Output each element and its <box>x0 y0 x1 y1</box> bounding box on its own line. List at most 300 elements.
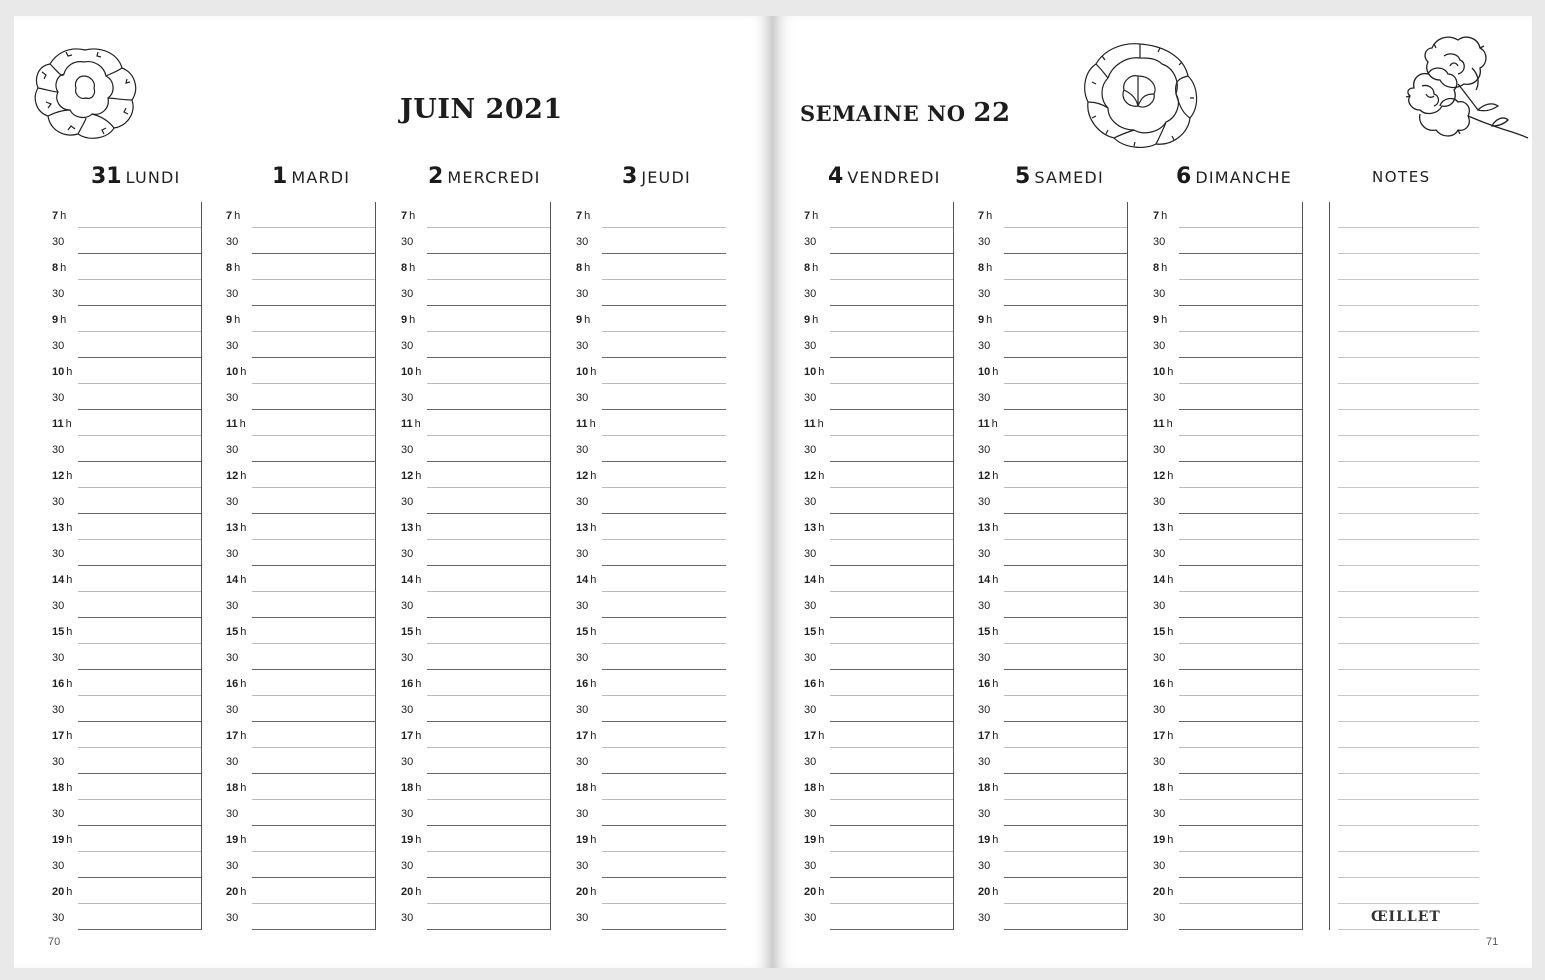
time-slot[interactable] <box>780 228 953 254</box>
time-slot[interactable] <box>202 410 375 436</box>
half-hour-label: 30 <box>52 444 65 456</box>
time-slot[interactable] <box>202 566 375 592</box>
half-hour-label: 30 <box>52 236 65 248</box>
time-slot[interactable] <box>552 566 726 592</box>
notes-line[interactable] <box>1338 748 1479 774</box>
half-hour-label: 30 <box>52 600 65 612</box>
time-slot[interactable] <box>552 202 726 228</box>
time-slot[interactable] <box>202 852 375 878</box>
time-slot[interactable] <box>552 800 726 826</box>
time-slot[interactable] <box>377 566 550 592</box>
notes-column[interactable] <box>1329 202 1479 930</box>
notes-line[interactable] <box>1338 644 1479 670</box>
notes-line[interactable] <box>1338 852 1479 878</box>
hour-number: 20 <box>52 886 65 898</box>
time-slot[interactable] <box>552 358 726 384</box>
time-slot[interactable] <box>552 826 726 852</box>
hour-number: 7 <box>576 210 583 222</box>
time-slot[interactable] <box>202 722 375 748</box>
hour-number: 14 <box>804 574 817 586</box>
hour-label <box>576 782 596 794</box>
time-slot[interactable] <box>954 280 1127 306</box>
time-slot[interactable] <box>28 904 201 930</box>
day-column-lundi[interactable] <box>28 202 202 930</box>
time-slot[interactable] <box>954 540 1127 566</box>
time-slot[interactable] <box>377 670 550 696</box>
time-slot[interactable] <box>954 202 1127 228</box>
time-slot[interactable] <box>780 254 953 280</box>
time-slot[interactable] <box>552 384 726 410</box>
time-slot[interactable] <box>954 462 1127 488</box>
time-slot[interactable] <box>377 696 550 722</box>
hour-suffix: h <box>409 314 416 326</box>
time-slot[interactable] <box>552 410 726 436</box>
half-hour-label: 30 <box>1153 704 1166 716</box>
time-slot[interactable] <box>954 852 1127 878</box>
notes-line[interactable] <box>1338 280 1479 306</box>
time-slot[interactable] <box>780 280 953 306</box>
time-slot[interactable] <box>377 540 550 566</box>
notes-line[interactable] <box>1338 722 1479 748</box>
time-slot[interactable] <box>28 436 201 462</box>
time-slot[interactable] <box>1129 228 1302 254</box>
notes-line[interactable] <box>1338 774 1479 800</box>
notes-line[interactable] <box>1338 228 1479 254</box>
time-slot[interactable] <box>780 462 953 488</box>
notes-line[interactable] <box>1338 696 1479 722</box>
time-slot[interactable] <box>377 800 550 826</box>
half-hour-label: 30 <box>576 860 589 872</box>
time-slot[interactable] <box>377 202 550 228</box>
notes-line[interactable] <box>1338 618 1479 644</box>
time-slot[interactable] <box>954 436 1127 462</box>
day-column-dimanche[interactable] <box>1129 202 1303 930</box>
time-slot[interactable] <box>552 280 726 306</box>
time-slot[interactable] <box>28 670 201 696</box>
time-slot[interactable] <box>202 774 375 800</box>
notes-line[interactable] <box>1338 254 1479 280</box>
time-slot[interactable] <box>377 384 550 410</box>
notes-line[interactable] <box>1338 514 1479 540</box>
time-slot[interactable] <box>552 618 726 644</box>
half-hour-label: 30 <box>226 340 239 352</box>
half-hour-label: 30 <box>401 704 414 716</box>
time-slot[interactable] <box>552 306 726 332</box>
time-slot[interactable] <box>780 800 953 826</box>
hour-label <box>401 262 415 274</box>
time-slot[interactable] <box>28 618 201 644</box>
time-slot[interactable] <box>28 410 201 436</box>
time-slot[interactable] <box>780 306 953 332</box>
hour-label <box>978 678 998 690</box>
time-slot[interactable] <box>954 332 1127 358</box>
time-slot[interactable] <box>954 878 1127 904</box>
time-slot[interactable] <box>28 332 201 358</box>
day-column-jeudi[interactable] <box>552 202 726 930</box>
time-slot[interactable] <box>954 748 1127 774</box>
time-slot[interactable] <box>954 228 1127 254</box>
time-slot[interactable] <box>202 800 375 826</box>
time-slot[interactable] <box>780 540 953 566</box>
hour-number: 8 <box>978 262 985 274</box>
hour-suffix: h <box>409 262 416 274</box>
time-slot[interactable] <box>954 358 1127 384</box>
time-slot[interactable] <box>202 384 375 410</box>
hour-label <box>576 574 596 586</box>
hour-number: 17 <box>401 730 414 742</box>
hour-label <box>978 210 992 222</box>
hour-number: 10 <box>1153 366 1166 378</box>
time-slot[interactable] <box>954 774 1127 800</box>
time-slot[interactable] <box>552 436 726 462</box>
time-slot[interactable] <box>28 384 201 410</box>
time-slot[interactable] <box>954 644 1127 670</box>
time-slot[interactable] <box>202 826 375 852</box>
time-slot[interactable] <box>1129 202 1302 228</box>
time-slot[interactable] <box>780 358 953 384</box>
time-slot[interactable] <box>954 306 1127 332</box>
time-slot[interactable] <box>780 566 953 592</box>
time-slot[interactable] <box>28 462 201 488</box>
time-slot[interactable] <box>1129 410 1302 436</box>
hour-label <box>576 314 590 326</box>
time-slot[interactable] <box>552 540 726 566</box>
time-slot[interactable] <box>377 410 550 436</box>
time-slot[interactable] <box>377 332 550 358</box>
time-slot[interactable] <box>552 332 726 358</box>
time-slot[interactable] <box>28 358 201 384</box>
hour-suffix: h <box>818 574 825 586</box>
time-slot[interactable] <box>780 592 953 618</box>
time-slot[interactable] <box>1129 488 1302 514</box>
time-slot[interactable] <box>28 800 201 826</box>
time-slot[interactable] <box>780 514 953 540</box>
time-slot[interactable] <box>28 826 201 852</box>
hour-suffix: h <box>65 418 72 430</box>
hour-suffix: h <box>992 782 999 794</box>
time-slot[interactable] <box>377 904 550 930</box>
hour-number: 10 <box>226 366 239 378</box>
hour-suffix: h <box>812 314 819 326</box>
time-slot[interactable] <box>780 696 953 722</box>
time-slot[interactable] <box>202 332 375 358</box>
time-slot[interactable] <box>202 696 375 722</box>
time-slot[interactable] <box>954 592 1127 618</box>
time-slot[interactable] <box>780 410 953 436</box>
time-slot[interactable] <box>28 202 201 228</box>
time-slot[interactable] <box>28 878 201 904</box>
time-slot[interactable] <box>202 670 375 696</box>
time-slot[interactable] <box>1129 748 1302 774</box>
time-slot[interactable] <box>552 670 726 696</box>
half-hour-label: 30 <box>804 236 817 248</box>
time-slot[interactable] <box>954 514 1127 540</box>
time-slot[interactable] <box>552 774 726 800</box>
hour-suffix: h <box>415 678 422 690</box>
time-slot[interactable] <box>780 488 953 514</box>
hour-label <box>576 678 596 690</box>
notes-line[interactable] <box>1338 670 1479 696</box>
time-slot[interactable] <box>1129 618 1302 644</box>
time-slot[interactable] <box>28 540 201 566</box>
time-slot[interactable] <box>377 774 550 800</box>
notes-line[interactable] <box>1338 410 1479 436</box>
time-slot[interactable] <box>377 748 550 774</box>
half-hour-label: 30 <box>401 392 414 404</box>
time-slot[interactable] <box>1129 332 1302 358</box>
time-slot[interactable] <box>1129 722 1302 748</box>
time-slot[interactable] <box>202 462 375 488</box>
time-slot[interactable] <box>954 488 1127 514</box>
time-slot[interactable] <box>28 722 201 748</box>
time-slot[interactable] <box>1129 280 1302 306</box>
time-slot[interactable] <box>954 904 1127 930</box>
time-slot[interactable] <box>1129 254 1302 280</box>
hour-suffix: h <box>590 470 597 482</box>
time-slot[interactable] <box>202 540 375 566</box>
time-slot[interactable] <box>552 852 726 878</box>
notes-line[interactable] <box>1338 384 1479 410</box>
time-slot[interactable] <box>28 228 201 254</box>
time-slot[interactable] <box>28 514 201 540</box>
time-slot[interactable] <box>1129 462 1302 488</box>
time-slot[interactable] <box>1129 878 1302 904</box>
time-slot[interactable] <box>28 306 201 332</box>
time-slot[interactable] <box>202 436 375 462</box>
hour-suffix: h <box>991 418 998 430</box>
hour-number: 16 <box>226 678 239 690</box>
time-slot[interactable] <box>1129 592 1302 618</box>
notes-line[interactable] <box>1338 202 1479 228</box>
time-slot[interactable] <box>552 904 726 930</box>
time-slot[interactable] <box>377 852 550 878</box>
time-slot[interactable] <box>954 722 1127 748</box>
time-slot[interactable] <box>28 488 201 514</box>
time-slot[interactable] <box>377 488 550 514</box>
time-slot[interactable] <box>202 514 375 540</box>
time-slot[interactable] <box>780 384 953 410</box>
time-slot[interactable] <box>780 436 953 462</box>
time-slot[interactable] <box>780 618 953 644</box>
time-slot[interactable] <box>552 696 726 722</box>
time-slot[interactable] <box>28 748 201 774</box>
time-slot[interactable] <box>377 618 550 644</box>
notes-line[interactable] <box>1338 592 1479 618</box>
time-slot[interactable] <box>377 228 550 254</box>
hour-suffix: h <box>590 730 597 742</box>
time-slot[interactable] <box>202 306 375 332</box>
notes-line[interactable] <box>1338 800 1479 826</box>
time-slot[interactable] <box>954 696 1127 722</box>
hour-number: 17 <box>978 730 991 742</box>
hour-label <box>1153 470 1173 482</box>
notes-line[interactable] <box>1338 540 1479 566</box>
hour-label <box>52 886 72 898</box>
time-slot[interactable] <box>552 878 726 904</box>
notes-line[interactable] <box>1338 566 1479 592</box>
time-slot[interactable] <box>202 592 375 618</box>
hour-label <box>1153 678 1173 690</box>
time-slot[interactable] <box>1129 696 1302 722</box>
time-slot[interactable] <box>377 722 550 748</box>
time-slot[interactable] <box>1129 514 1302 540</box>
half-hour-label: 30 <box>804 808 817 820</box>
time-slot[interactable] <box>28 566 201 592</box>
time-slot[interactable] <box>28 696 201 722</box>
time-slot[interactable] <box>954 384 1127 410</box>
hour-label <box>804 366 824 378</box>
time-slot[interactable] <box>780 670 953 696</box>
half-hour-label: 30 <box>804 652 817 664</box>
notes-line[interactable] <box>1338 306 1479 332</box>
time-slot[interactable] <box>552 228 726 254</box>
time-slot[interactable] <box>552 748 726 774</box>
hour-label <box>978 522 998 534</box>
time-slot[interactable] <box>780 774 953 800</box>
hour-number: 14 <box>401 574 414 586</box>
time-slot[interactable] <box>1129 306 1302 332</box>
hour-suffix: h <box>1167 678 1174 690</box>
time-slot[interactable] <box>1129 670 1302 696</box>
hour-label <box>1153 314 1167 326</box>
half-hour-label: 30 <box>226 860 239 872</box>
notes-line[interactable] <box>1338 358 1479 384</box>
time-slot[interactable] <box>377 878 550 904</box>
half-hour-label: 30 <box>804 444 817 456</box>
time-slot[interactable] <box>780 202 953 228</box>
notes-header: NOTES <box>1372 168 1431 186</box>
time-slot[interactable] <box>552 592 726 618</box>
time-slot[interactable] <box>28 774 201 800</box>
hour-label <box>804 626 824 638</box>
time-slot[interactable] <box>377 436 550 462</box>
time-slot[interactable] <box>780 826 953 852</box>
time-slot[interactable] <box>202 748 375 774</box>
time-slot[interactable] <box>202 644 375 670</box>
time-slot[interactable] <box>780 852 953 878</box>
time-slot[interactable] <box>202 254 375 280</box>
half-hour-label: 30 <box>576 548 589 560</box>
time-slot[interactable] <box>377 280 550 306</box>
time-slot[interactable] <box>1129 852 1302 878</box>
time-slot[interactable] <box>377 254 550 280</box>
time-slot[interactable] <box>28 280 201 306</box>
hour-label <box>804 730 824 742</box>
day-column-mercredi[interactable] <box>377 202 551 930</box>
time-slot[interactable] <box>780 722 953 748</box>
time-slot[interactable] <box>1129 436 1302 462</box>
time-slot[interactable] <box>954 826 1127 852</box>
time-slot[interactable] <box>377 462 550 488</box>
time-slot[interactable] <box>780 332 953 358</box>
time-slot[interactable] <box>780 878 953 904</box>
time-slot[interactable] <box>954 670 1127 696</box>
notes-line[interactable] <box>1338 436 1479 462</box>
hour-number: 7 <box>978 210 985 222</box>
hour-label <box>1153 626 1173 638</box>
time-slot[interactable] <box>202 280 375 306</box>
notes-line[interactable] <box>1338 826 1479 852</box>
half-hour-label: 30 <box>1153 340 1166 352</box>
time-slot[interactable] <box>1129 540 1302 566</box>
time-slot[interactable] <box>202 202 375 228</box>
time-slot[interactable] <box>552 462 726 488</box>
time-slot[interactable] <box>377 644 550 670</box>
time-slot[interactable] <box>202 488 375 514</box>
day-column-mardi[interactable] <box>202 202 376 930</box>
time-slot[interactable] <box>954 618 1127 644</box>
time-slot[interactable] <box>552 254 726 280</box>
time-slot[interactable] <box>377 826 550 852</box>
half-hour-label: 30 <box>1153 392 1166 404</box>
hour-label <box>52 314 66 326</box>
time-slot[interactable] <box>1129 774 1302 800</box>
notes-line[interactable] <box>1338 462 1479 488</box>
time-slot[interactable] <box>954 410 1127 436</box>
hour-label <box>978 262 992 274</box>
half-hour-label: 30 <box>1153 756 1166 768</box>
time-slot[interactable] <box>1129 644 1302 670</box>
time-slot[interactable] <box>1129 384 1302 410</box>
time-slot[interactable] <box>202 878 375 904</box>
time-slot[interactable] <box>1129 800 1302 826</box>
time-slot[interactable] <box>202 904 375 930</box>
time-slot[interactable] <box>552 644 726 670</box>
day-column-samedi[interactable] <box>954 202 1128 930</box>
hour-suffix: h <box>240 886 247 898</box>
hour-number: 12 <box>804 470 817 482</box>
hour-suffix: h <box>812 210 819 222</box>
time-slot[interactable] <box>780 904 953 930</box>
day-column-vendredi[interactable] <box>780 202 954 930</box>
time-slot[interactable] <box>28 592 201 618</box>
notes-line[interactable] <box>1338 488 1479 514</box>
hour-label <box>52 574 72 586</box>
time-slot[interactable] <box>28 254 201 280</box>
time-slot[interactable] <box>28 852 201 878</box>
time-slot[interactable] <box>780 748 953 774</box>
hour-suffix: h <box>986 314 993 326</box>
time-slot[interactable] <box>552 722 726 748</box>
time-slot[interactable] <box>377 358 550 384</box>
time-slot[interactable] <box>202 358 375 384</box>
time-slot[interactable] <box>552 488 726 514</box>
time-slot[interactable] <box>377 514 550 540</box>
time-slot[interactable] <box>954 566 1127 592</box>
time-slot[interactable] <box>377 306 550 332</box>
hour-suffix: h <box>415 626 422 638</box>
notes-line[interactable] <box>1338 878 1479 904</box>
hour-label <box>1153 366 1173 378</box>
time-slot[interactable] <box>1129 358 1302 384</box>
time-slot[interactable] <box>377 592 550 618</box>
time-slot[interactable] <box>954 254 1127 280</box>
time-slot[interactable] <box>1129 566 1302 592</box>
day-number: 3 <box>622 164 638 189</box>
time-slot[interactable] <box>1129 826 1302 852</box>
time-slot[interactable] <box>552 514 726 540</box>
week-title-prefix: SEMAINE NO <box>800 101 966 126</box>
time-slot[interactable] <box>954 800 1127 826</box>
time-slot[interactable] <box>28 644 201 670</box>
time-slot[interactable] <box>202 618 375 644</box>
day-name: MERCREDI <box>447 168 541 187</box>
time-slot[interactable] <box>202 228 375 254</box>
time-slot[interactable] <box>1129 904 1302 930</box>
notes-line[interactable] <box>1338 332 1479 358</box>
writing-line <box>602 929 726 930</box>
time-slot[interactable] <box>780 644 953 670</box>
